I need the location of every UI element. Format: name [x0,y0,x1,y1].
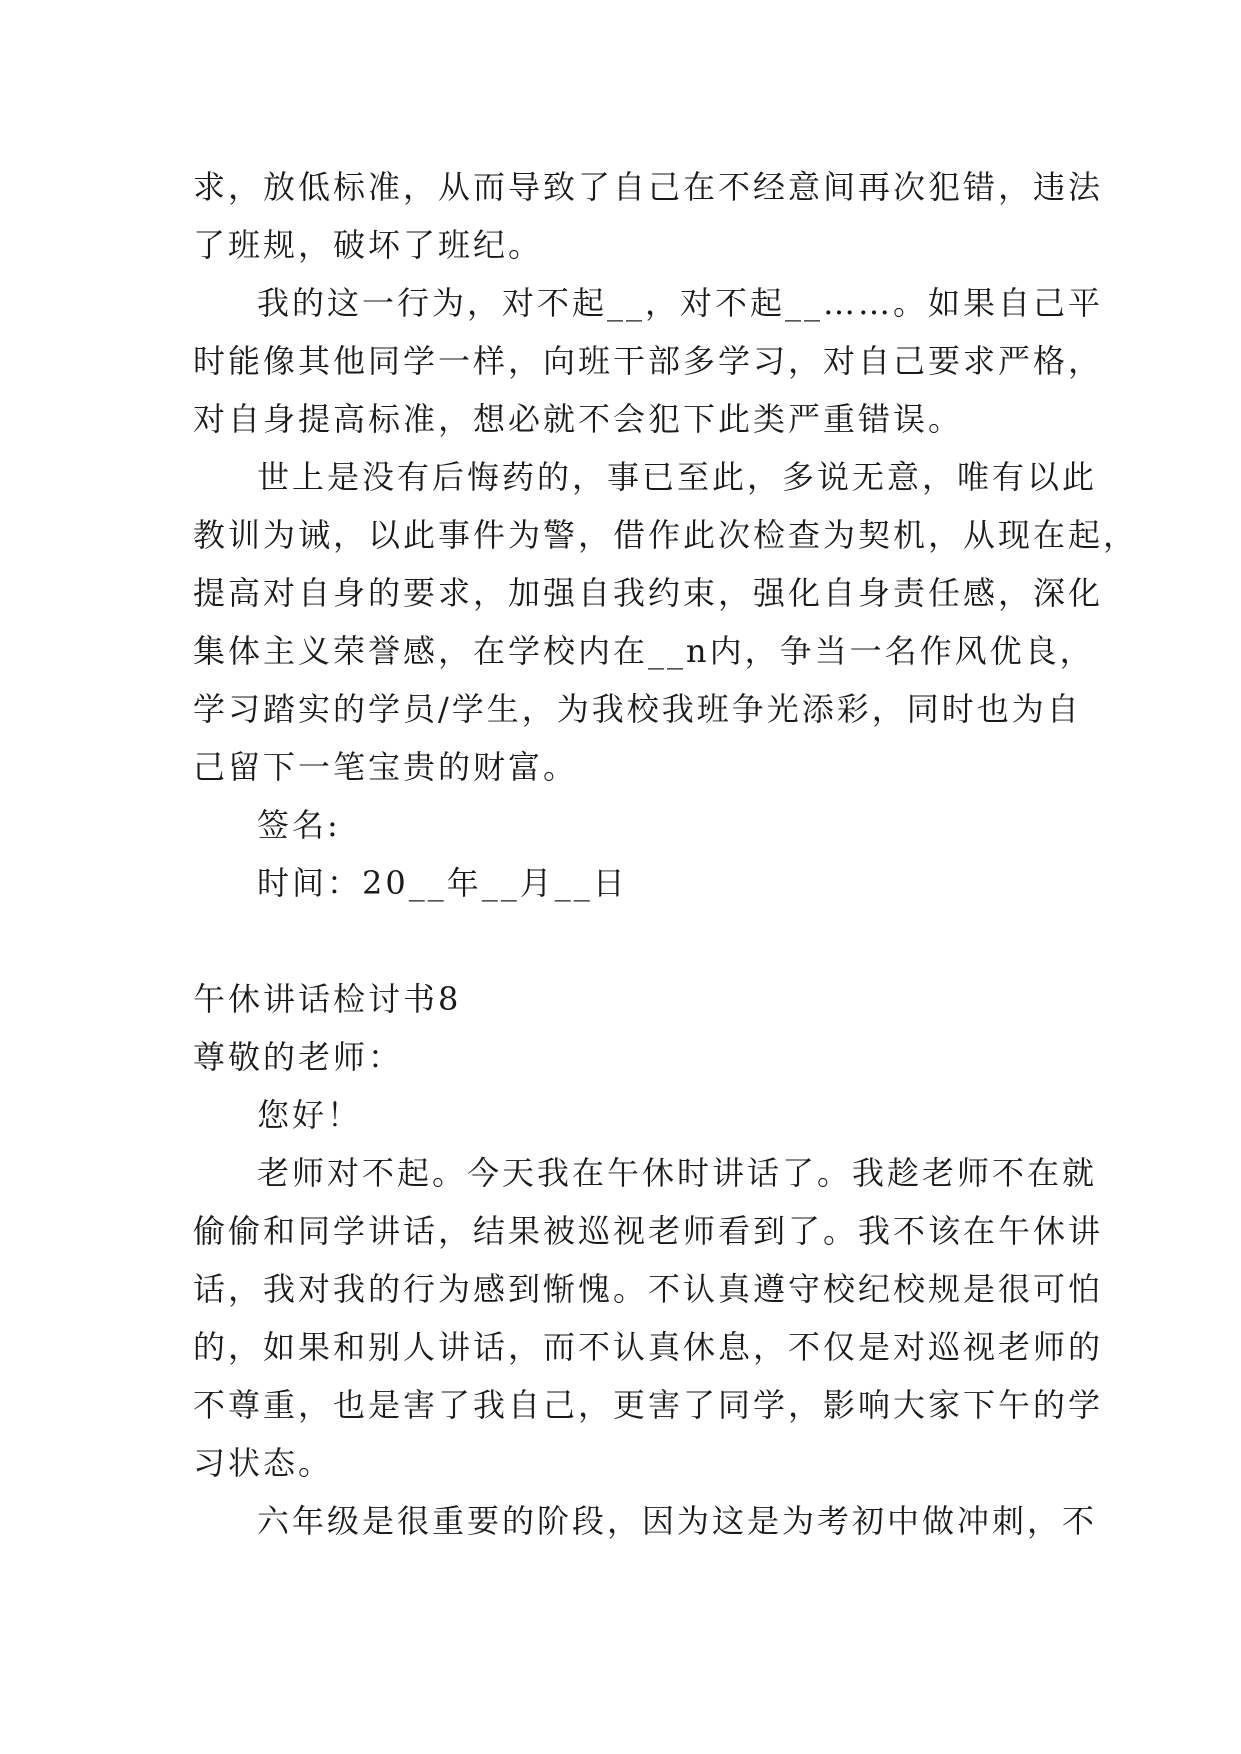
section-title: 午休讲话检讨书8 [193,980,462,1018]
paragraph-line: 我的这一行为，对不起__，对不起__……。如果自己平 [257,284,1104,322]
signature-label: 签名: [257,806,341,844]
paragraph-line: 不尊重，也是害了我自己，更害了同学，影响大家下午的学 [193,1386,1104,1424]
paragraph-line: 己留下一笔宝贵的财富。 [193,748,579,786]
paragraph-line: 时能像其他同学一样，向班干部多学习，对自己要求严格， [193,342,1104,380]
paragraph-line: 老师对不起。今天我在午休时讲话了。我趁老师不在就 [257,1154,1098,1192]
paragraph-line: 集体主义荣誉感，在学校内在__n内，争当一名作风优良， [193,632,1095,670]
paragraph-line: 话，我对我的行为感到惭愧。不认真遵守校纪校规是很可怕 [193,1270,1104,1308]
paragraph-line: 提高对自身的要求，加强自我约束，强化自身责任感，深化 [193,574,1104,612]
paragraph-line: 偷偷和同学讲话，结果被巡视老师看到了。我不该在午休讲 [193,1212,1104,1250]
date-line: 时间：20__年__月__日 [257,864,628,902]
paragraph-line: 的，如果和别人讲话，而不认真休息，不仅是对巡视老师的 [193,1328,1104,1366]
paragraph-line: 习状态。 [193,1444,334,1482]
paragraph-line: 世上是没有后悔药的，事已至此，多说无意，唯有以此 [257,458,1098,496]
paragraph-line: 对自身提高标准，想必就不会犯下此类严重错误。 [193,400,964,438]
paragraph-line: 学习踏实的学员/学生，为我校我班争光添彩，同时也为自 [193,690,1082,728]
paragraph-line: 六年级是很重要的阶段，因为这是为考初中做冲刺，不 [257,1502,1098,1540]
greeting: 您好！ [257,1096,363,1134]
paragraph-line: 教训为诫，以此事件为警，借作此次检查为契机，从现在起， [193,516,1139,554]
paragraph-line: 求，放低标准，从而导致了自己在不经意间再次犯错，违法 [193,168,1104,206]
paragraph-line: 了班规，破坏了班纪。 [193,226,544,264]
salutation: 尊敬的老师： [193,1038,404,1076]
